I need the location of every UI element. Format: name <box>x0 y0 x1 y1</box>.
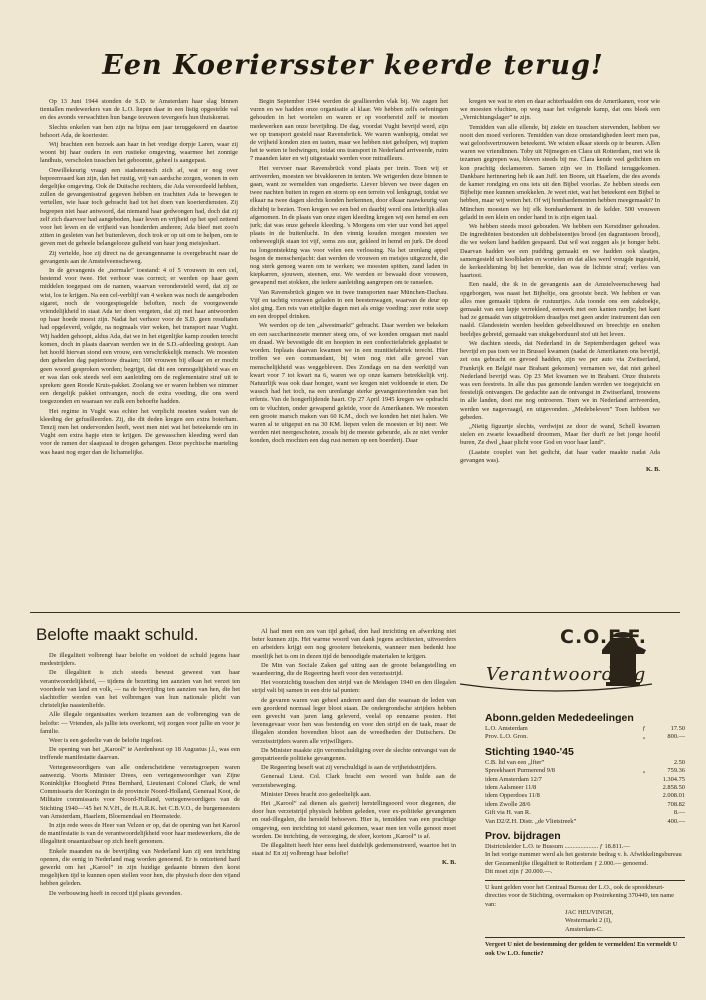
ledger-value: 2.50 <box>673 758 685 766</box>
paragraph: Al had men een zes van tijd gehad, don had inrichting en afwerking niet beter kunnen zijn. Het warme woord van dank jegens architecten, uitvoerders en arbeiders krijgt een nog grootere beteekenis, wanneer men bedenkt hoe moeilijk het is om in dezen tijd de benoodigde materialen te krijgen. <box>252 628 456 660</box>
paragraph: De Min van Sociale Zaken gaf uiting aan de groote belangstelling en waardeering, die de Regeering heeft voor den verzetsstrijd. <box>252 661 456 678</box>
address-line: Westermarkt 2 (I), <box>565 917 612 925</box>
address-line: Amsterdam-C. <box>565 925 603 933</box>
ledger-value: 17.50 <box>670 725 685 732</box>
paragraph: De Regeering beseft wat zij verschuldigd is aan de vrijheidsstrijders. <box>261 764 437 772</box>
ledger-row <box>485 776 685 784</box>
ledger-label: C.B. lid van een „lfter” <box>485 758 545 766</box>
ledger-label: Prov. L.O. Gron. <box>485 733 528 741</box>
paragraph: De illegaliteit volbrengt haar belofte en voldoet de schuld jegens haar medestrijders. <box>40 652 240 668</box>
article2-column-2 <box>252 628 456 974</box>
article-column-1 <box>40 98 238 606</box>
heading-abonn: Abonn.gelden Mededeelingen <box>485 712 634 724</box>
ledger-currency <box>637 784 651 792</box>
prov-line: Districtsleider L.O. te Bussum ..................... ƒ 18.811.— <box>485 843 630 851</box>
closing-notice: Vergeet U niet de bestemming der gelden te vermelden! En vermeldt U ook Uw L.O. functie? <box>485 941 678 957</box>
section-divider <box>30 612 680 613</box>
paragraph: „Nietig figuurtje slechts, verdwijnt ze door de wand, Schell kwamen stelen en zwarte kwaadheid droomen, Maar fier durft ze het jonge hoofd buren, Ze dwd „haar plicht voor God en voor haar land”. <box>460 422 660 447</box>
ledger-label: idem Amsterdam 12/7 <box>485 775 542 783</box>
paragraph: We hebben steeds mooi gebouden. We hebben een Kerstdiner gehouden. De ingrediënten bestonden uit dobbelsteentjes brood (en dagrantsoen brood), die we weken land hadden gespaard. Dat wil wat zeggen als je honger hebt. Daarvan hadden we een pudding gemaakt en we hadden ook slaatjes, samengesteld uit koolbladen en wortelen en dat alles werd vreugde ingesteld, de kerkeeldiening bij het benerkte, dan was de lichtste straf; verlies van haartooi. <box>460 223 660 280</box>
ledger-row <box>485 792 685 800</box>
paragraph: Onwillekeurig vraagt een stadsmensch zich af, wat er nog over bepreenvaard kan zijn, dan het rustig, vrij van aardsche zorgen, wonen in een dergelijke omgeving. Ook de Duitsche rechters, die Ada veroordeeld hebben, zullen de gevangenisstraf gegeven hebben en trachtten Ada te bewegen te vertellen, wie haar toch gebracht had tot het doen van koerierdiensten. Zij begrepen niet haar antwoord, dat niemand haar gedwongen had, doch dat zij zelf zich daarvoor had aangeboden, haar leven en vrijheid op het spel zettend voor het leven en de vrijheid van honderden anderen; Ada bleef met zoo'n zitten in gesleten van het buitenleven, doch trok er op uit om te helpen, om te geven met de geheele belangelooze gulheid van haar jong meisjeshart. <box>40 166 238 248</box>
prov-line: Dit moet zijn ƒ 20.000.—. <box>485 868 553 876</box>
paragraph: In de gevangenis de „normale” toestand: 4 of 5 vrouwen in een cel, bestemd voor twee. Het verhoor was correct; er werden op haar geen middelen toegepast om de namen, waarvan verondersteld werd, dat zij ze wist, los te krijgen. Na een cel-verblijf van 4 weken was noch de aangeboden sigaret, noch de voorgespiegelde beloften, noch de voorgewende vriendelijkheid in staat Ada ter doen vergeten, dat zij met haar antwoorden op haar hoede moest zijn. Nadat het verhoor voor de S.D. geen resultaten had opgeleverd, volgde, na nogmaals vier weken, het transport naar Vught. Wij hadden gehoopt, aldus Ada, dat we in het eigenlijke kamp zouden terecht komen, doch in plaats daarvan werden we in de S.D.-afdeeling gestopt. Aan het hoofd hiervan stond een vrouw, een verschrikkelijk mensch. We moesten den geheelen dag papiertouw draaien; 100 vrouwen bij elkaar en er mocht geen woord gesproken worden; begrijpt, dat dit een onmogelijkheid was en er was dan ook steeds wel een aanleiding om de reglementaire straf uit te spreken: geen Roode Kruis-pakket. Zoolang we er waren hebben we nimmer een dergelijk pakket ontvangen, noch de extra voeding, die ons werd toegezonden en waaraan we zulk een behoefte hadden. <box>40 267 238 406</box>
ledger-row <box>485 725 685 733</box>
ledger-currency <box>637 818 651 826</box>
prov-lines <box>485 843 685 877</box>
paragraph: de gevaren waren van geheel anderen aard dan die waaraan de leden van een geordend normaal leger bloot staan. De ondergrondsche strijders hebben een gevecht van jaren lang geleverd, veelal op eenzame posten. Het levensgevaar voor hen was bestendig en voor den strijd en de taak, maar de illegalen stonden bovendien bloot aan de wreedheden der Duitschers. De verzetsstrijders waren alle vrijwilligers. <box>252 696 456 745</box>
paragraph: Generaal Lieut. Col. Clark bracht een woord van hulde aan de verzetsbeweging. <box>252 773 456 789</box>
divider <box>485 937 685 938</box>
ledger-value: 400.— <box>667 817 685 825</box>
verantwoording-logo <box>456 624 690 702</box>
ledger-value: 1.304.75 <box>662 775 685 783</box>
paragraph: De opening van het „Karool” te Aerdenhout op 18 Augustus j.l., was een treffende manifestatie daarvan. <box>40 746 240 762</box>
ledger-currency <box>637 776 651 784</box>
finance-sidebar <box>485 712 685 958</box>
ledger-row <box>485 809 685 817</box>
ledger-currency <box>637 759 651 767</box>
paragraph: We dachten steeds, dat Nederland in de Septemberdagen geheel was bevrijd en pas toen we in Brussel kwamen (nadat de Amerikanen ons bevrijd, zet ons gebracht en gevoed hadden, zijn we per auto via Zwitserland, Frankrijk en België naar Brabant gekomen) vernamen we, dat niet geheel Nederland bevrijd was. Op 23 Mei kwamen we in Brabant. Onze thuisreis was een feestreis. In alle dus pas gemonde landen werden we toegejuicht en feestelijk ontvangen. De gedachte aan de ontvangst in Zwitserland, trouwens in alle landen, doet me nog ontroeren. Toen we in Nederland arriveerden, werden we nagevraagd, en uitgevonden. „Medebeleven” Toen hebben we gebeden. <box>460 339 660 421</box>
ledger-row <box>485 733 685 741</box>
notice-text <box>485 884 685 909</box>
paragraph: De illegaliteit is zich steeds bewust geweest van haar verantwoordelijkheid, — tijdens de bezetting ten aanzien van het verzet ten voordeele van land en volk, — na de bevrijding ten aanzien van hen, die het slachtoffer werden van het volbrengen van hun nationale plicht van christelijke naastenliefde. <box>40 669 240 710</box>
paragraph: Minister Drees bracht zoo gedeeltelijk aan. <box>261 790 372 798</box>
ledger-value: 708.82 <box>667 800 685 808</box>
paragraph: Het voorzichtig tusschen den strijd van de Meidagen 1940 en den illegalen strijd valt bij samen in een drie tal punten: <box>252 679 456 695</box>
paragraph: Alle illegale organisaties werken tezamen aan de volbrenging van de belofte: — Vrienden, als jullie iets overkomt, wij zorgen voor jullie en voor je familie. <box>40 711 240 735</box>
stichting-rows <box>485 759 685 826</box>
paragraph: Vertegenwoordigers van alle onderscheidene verzetsgroepen waren aanwezig. Voorts Minister Drees, een vertegenwoordiger van Zijne Koninklijke Hoogheid Prins Bernhard, Lieutenant Colonel Clark, de wnd Commissaris der Koningin in de provincie Noord-Holland, Generaal Koot, de Militaire commissaris voor Noord-Holland, vertegenwoordigers van de Stichting 1940—'45 het N.V.H., de H.A.R.K. het C.B.V.O., de burgemeesters van Amsterdam, Haarlem, Bloemendaal en Heemstede. <box>40 763 240 820</box>
section-title: Belofte maakt schuld. <box>36 625 199 644</box>
ledger-row <box>485 759 685 767</box>
paragraph: Het „Karool” zal dienen als gastvrij herstellingsoord voor diegenen, die door hun verzetstrijd physisch hebben geleden, voor ex-politieke gevangenen en oud-illegalen, die hersteld behoeven. Hier is, temidden van een prachtige omgeving, een inrichting tot stand gekomen, waar men ten volle genoot moet worden. De inrichting, de verzorging, de sfeer, kortom „Karool” is af. <box>252 800 456 840</box>
paragraph: kregen we wat te eten en daar achterhaalden ons de Amerikanen, voor wie we moesten vluchten, op weg naar het volgende kamp, dat ons bleek een „Vernichtungslager” te zijn. <box>460 98 660 122</box>
logo-text: C.O.F.F. <box>560 626 647 648</box>
paragraph: Temidden van alle ellende, bij ziekte en tusschen stervenden, hebben we nooit den moed verloren. Temidden van deze omstandigheden leert men pas, wat geloofsvertrouwen beteekent. We wisten elkaar steeds op te beuren. Allen waren we vriendinnen. Toby uit Nijmegen en Clara uit Rotterdam, met wie ik tezamen gegrepen was, bleven steeds bij me. Clara kende veel gedichten en kon prachtig declameeren. Samen zijn we in Holland teruggekomen. Dankbare herinnering heb ik aan Juff. ten Boom, uit Haarlem, die des avonds de kamer rondging en ons iets uit den Bijbel voorlas. Ze hebben steeds een Bijbeltje mee kunnen smokkelen. Je weet niet, wat het beteekent een Bijbel te hebben, maar wij weten het. Of wij bombardementen hebben meegemaakt? In München moesten we bij elk bombardement in de kelder. 500 vrouwen geladd in een klein en onder hand in is zijn eigen taal. <box>460 123 660 221</box>
ledger-value: 800.— <box>667 733 685 741</box>
notice-line: U kunt gelden voor het Centraal Bureau der L.O., ook de spreekbeurt-directies voor de Stichting, overmaken op Postrekening 370449, ten name van: <box>485 883 675 908</box>
logo-script-text: Verantwoording <box>486 664 647 685</box>
paragraph: De verbouwing heeft in record tijd plaats gevonden. <box>49 889 183 897</box>
paragraph: Zij vertelde, hoe zij direct na de gevangenname is overgebracht naar de gevangenis aan de Amstelveenscheweg. <box>40 249 238 265</box>
article2-column-1 <box>40 652 240 982</box>
paragraph: De Minister maakte zijn verontschuldiging over de slechte ontvangst van de gerepatrieerde politieke gevangenen. <box>252 746 456 763</box>
ledger-value: 2.008.01 <box>662 792 685 800</box>
heading-stichting: Stichting 1940-'45 <box>485 745 574 758</box>
ledger-value: 759.36 <box>667 767 685 775</box>
signature: K. B. <box>645 465 660 473</box>
ledger-row <box>485 801 685 809</box>
paragraph: Van Ravensbrück gingen we in twee transporten naar München-Dachau. Vijf en tachtig vrouwen geladen in een beestenwagen, waarvan de deur op slot ging. Een reis van ettelijke dagen met als enige voeding: zeer rotte soep en een droppel drinken. <box>250 288 448 321</box>
ledger-label: idem Opperdoes 11/8 <box>485 792 540 800</box>
paragraph: Begin September 1944 werden de geallieerden vlak bij. We zagen het vuren en we hadden onze organisatie al klaar. We hebben zelfs oefeningen gehouden in het wortelen en waren er op voorbereid zelf te moeten medewerken aan onze bevrijding. De dag, voordat Vught bevrijd werd, zijn we op transport gesteld naar Ravensbrück. We waren wanhopig, omdat we de vrijheid konden zien en tasten, maar we hebben niet geholpen, wij trapten het te weten te bedwingen, totdat ons transport in Nederland arriveerde, ruim 7 maanden later en wij uitgestaakt werden voor mitrailleurs. <box>250 98 448 163</box>
paragraph: Wij brachten een bezoek aan haar in het vredige dorpje Laren, waar zij woont bij haar ouders in een rustieke omgeving, waarmee het zonnige landhuis, verscholen tusschen het geboomte, geheel is aangepast. <box>40 141 238 165</box>
paragraph: Het regime in Vught was echter het verplicht moeten waken van de kleeding der gefusilleerden. Zij, die dit deden kregen een extra boterham. Tenzij men het ondervonden heeft, weet men niet wat het beteekende om in Vught een extra hapje eten te krijgen. De gewasschen kleeding werd dan voor de ramen der slaapzaal te drogen gehangen. Deze psychische marteling was haast nog erger dan de lichamelijke. <box>40 407 238 456</box>
signature: K. B. <box>441 859 456 867</box>
paragraph: Slechts enkelen van hen zijn na bijna een jaar teruggekeerd en daartoe behoort Ada, de koeriester. <box>40 123 238 139</box>
divider <box>485 880 685 881</box>
ledger-label: L.O. Amsterdam <box>485 725 528 732</box>
ledger-label: Gift via H. van R. <box>485 809 531 817</box>
ledger-value: 8.— <box>673 809 685 817</box>
abonn-rows <box>485 725 685 742</box>
ledger-label: Spreekhaert Purmerend 9/8 <box>485 767 555 775</box>
ledger-row <box>485 784 685 792</box>
paragraph: Het vervoer naar Ravensbrück vond plaats per trein. Toen wij er arriveerden, moesten we bivakkeeren in tenten. We wrigerden deze binnen te gaan, want ze wemelden van ongedierte. Liever bleven we twee dagen en twee nachten buiten in regen en storm op een terrein vol lenkgrugt, totdat we elkaar na twee dagen slechts konden herkennen, door elkaar nauwkeurig van dichtbij te bezien. Toen kregen we een bed en daarbij werd ons letterlijk alles afgenomen. In de plaats van onze eigen kleeding kregen wij een hemd en een jurk; dat was onze geheele kleeding. 's Morgens om vier uur vond het appel plaats in de buitenlucht. In den vinnig kouden morgen moesten we onbeweeglijk staan tot vijf, soms zes uur, gekleed in hemd en jurk. De dood na longontsteking was voor velen een verlossing. Na het urenlang appel begon de menschenjacht: dan werden de vrouwen en meisjes uitgezocht, die nog sterk genoeg waren om te werken; we moesten spitten, zand laden in kiepkarren, sjouwen, steenen, enz. We werden er bewaakt door vrouwen, gewapend met stokken, die iedere aanleiding aangrepen om te ranselen. <box>250 164 448 287</box>
paragraph: De illegaliteit heeft hier eens heel duidelijk gedemonstreerd, waartoe het in staat is! En zij volbrengt haar belofte! <box>252 842 456 858</box>
ledger-currency: ƒ <box>642 725 646 732</box>
ledger-row <box>485 767 685 775</box>
address-line: JAC HEUVINGH, <box>565 908 614 916</box>
ledger-label: idem Zwolle 28/6 <box>485 800 531 808</box>
ledger-currency <box>637 801 651 809</box>
article-column-2 <box>250 98 448 606</box>
article-column-3 <box>460 98 660 606</box>
ledger-label: idem Aalsmeer 11/8 <box>485 784 537 792</box>
ledger-currency: „ <box>642 733 646 741</box>
ledger-label: Van D2/Z.H. Distr. „de Vlietstreek” <box>485 817 577 825</box>
paragraph: Op 13 Juni 1944 stonden de S.D. te Amsterdam haar slag binnen tientallen medewerkers van de L.O. liepen daar in een listig opgestelde val en des avonds verwachtten hun bange teeuwen tevergeefs hun thuiskomst. <box>40 98 238 122</box>
prov-line: In het vorige nummer werd als het gesterste bedrag v. h. Afwikkelingsbureau der Gezamenlijke illegaliteit te Rotterdam ƒ 2.000.— genoemd. <box>485 851 682 867</box>
paragraph: Een naald, die ik in de gevangenis aan de Amstelveenscheweg had opgeborgen, was naast het Bijbeltje, ons grootste bezit. We hebben er van alles mee gemaakt tijdens de rustuurtjes. Ada toonde ons een zakdoekje, gemaakt van een lapje verrekleed, eenwerk met een kanten randje; het kant had ze gemaakt van uitgetrokken draadjes met geen ander instrument dan een naald. Glandestein werden beelden gebeeldhouwd en breechtje en snelten beeldjes gebreid, gemaakt van stukgeborduurd stof uit het leven. <box>460 281 660 338</box>
ledger-currency <box>637 792 651 800</box>
address-block <box>485 909 685 934</box>
paragraph: In zijn rede wees de Heer van Velzen er op, dat de opening van het Karool de manifestatie is van de verantwoordelijkheid voor haar medewerkers, die de illegaliteit onaantastbaar op zich heeft genomen. <box>40 822 240 846</box>
article-title: Een Koeriersster keerde terug! <box>102 50 604 81</box>
paragraph: (Laatste couplet van het gedicht, dat haar vader maakte nadat Ada gevangen was). <box>460 448 660 464</box>
ledger-value: 2.858.50 <box>662 784 685 792</box>
ledger-currency: „ <box>642 767 646 775</box>
paragraph: Enkele maanden na de bevrijding van Nederland kan zij een inrichting openen, die eenig in Nederland mag worden genoemd. Er is ontzettend hard gewerkt om het „Karool” in zijn huidige gedaante binnen den korst mogelijken tijd te kunnen open stellen voor hen, die physisch door den vijand hebben geleden. <box>40 847 240 888</box>
heading-prov: Prov. bijdragen <box>485 830 561 843</box>
paragraph: We werden op de ten „alwestmarkt” gebracht. Daar werden we bekeken en een saccharinezoete menner steeg ons, of we konden omgaan met naald en draad. We bevestigde dit en hoopten in een confectiefabriek geplaatst te worden. Inplaats daarvan kwamen we in een munitiefabriek terecht. Hier troffen we een commandant, bij wien nog niet alle gevoel van menschelijkheid was weggebleven. Des Zondags en na den werktijd van kwart voor 7 tot kwart na 6, waren we op onze kamers betrekkelijk vrij. Natuurlijk was ook daar honger, want we kregen niet voldoende te eten. De wassch had het toch, na een urenlange sterke gevangenisvrienden van het erfenis. Van de hongerlijdende haart. Op 27 April 1945 kregen we opdracht om te vluchten, onder gewapend geleide, voor de Amerikanen. We moesten een groote marsch maken van 60 K.M., doch we konden het niet halen. We waren al te uitgeput en na 30 KM. liepen velen de moesten er bij neer. We werden niet neergeschoten, zooals bij de meeste gebeurde, als ze niet verder konden, doch mochten een dag rust nemen op een boerderij. Daar <box>250 322 448 445</box>
ledger-row <box>485 818 685 826</box>
ledger-currency <box>637 809 651 817</box>
paragraph: Weer is een gedeelte van de belofte ingelost. <box>49 737 163 745</box>
